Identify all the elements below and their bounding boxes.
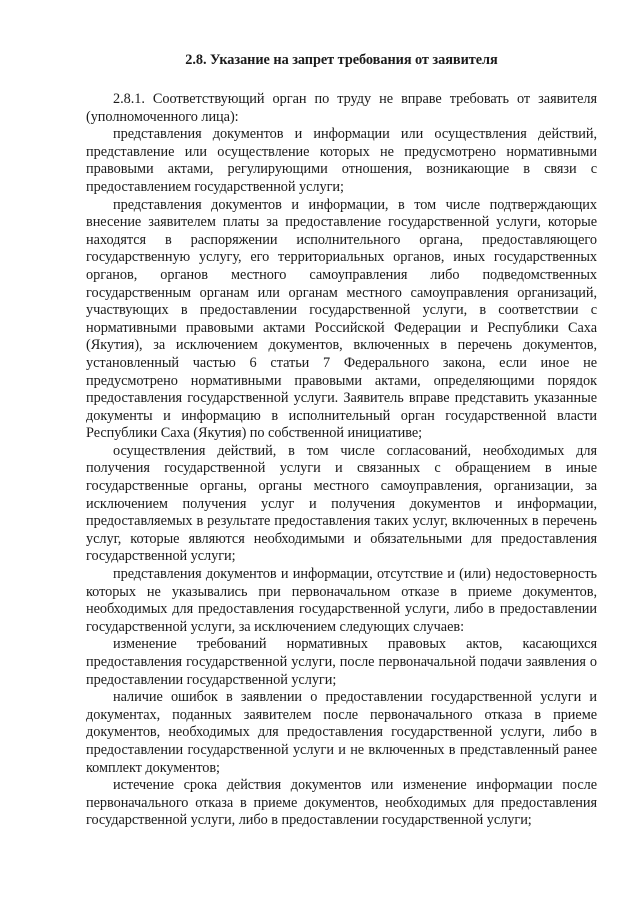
paragraph-item-2: представления документов и информации, в том числе подтверждающих внесение заявителем платы за предоставление государственной услуги, которые находятся в распоряжении исполнительного органа, предоставляющего государственную услугу, его территориальных органов, иных государственных органов, органов местного самоуправления либо подведомственных государственным органам или органам местного самоуправления организаций, участвующих в предоставлении государственной услуги, в соответствии с нормативными правовыми актами Российской Федерации и Республики Саха (Якутия), за исключением документов, включенных в перечень документов, установленный частью 6 статьи 7 Федерального закона, если иное не предусмотрено нормативными правовыми актами, определяющими порядок предоставления государственной услуги. Заявитель вправе представить указанные документы и информацию в исполнительный орган государственной власти Республики Саха (Якутия) по собственной инициативе; xyxy=(86,196,597,442)
paragraph-exception-1: изменение требований нормативных правовых актов, касающихся предоставления государственной услуги, после первоначальной подачи заявления о предоставлении государственной услуги; xyxy=(86,636,597,688)
paragraph-exception-3: истечение срока действия документов или изменение информации после первоначального отказа в приеме документов, необходимых для предоставления государственной услуги, либо в предоставлении государственной услуги; xyxy=(86,777,597,829)
paragraph-item-1: представления документов и информации или осуществления действий, представление или осуществление которых не предусмотрено нормативными правовыми актами, регулирующими отношения, возникающие в связи с предоставлением государственной услуги; xyxy=(86,126,597,195)
document-page xyxy=(86,52,597,830)
paragraph-exception-2: наличие ошибок в заявлении о предоставлении государственной услуги и документах, поданных заявителем после первоначального отказа в приеме документов, необходимых для предоставления государственной услуги, либо в предоставлении государственной услуги и не включенных в представленный ранее комплект документов; xyxy=(86,689,597,776)
paragraph-item-3: осуществления действий, в том числе согласований, необходимых для получения государственной услуги и связанных с обращением в иные государственные органы, органы местного самоуправления, организации, за исключением получения услуг и получения документов и информации, предоставляемых в результате предоставления таких услуг, включенных в перечень услуг, которые являются необходимыми и обязательными для предоставления государственной услуги; xyxy=(86,442,597,565)
paragraph-2-8-1: 2.8.1. Соответствующий орган по труду не вправе требовать от заявителя (уполномоченного лица): xyxy=(86,91,597,125)
section-title: 2.8. Указание на запрет требования от заявителя xyxy=(185,52,498,68)
paragraph-item-4: представления документов и информации, отсутствие и (или) недостоверность которых не указывались при первоначальном отказе в приеме документов, необходимых для предоставления государственной услуги, либо в предоставлении государственной услуги, за исключением следующих случаев: xyxy=(86,566,597,635)
